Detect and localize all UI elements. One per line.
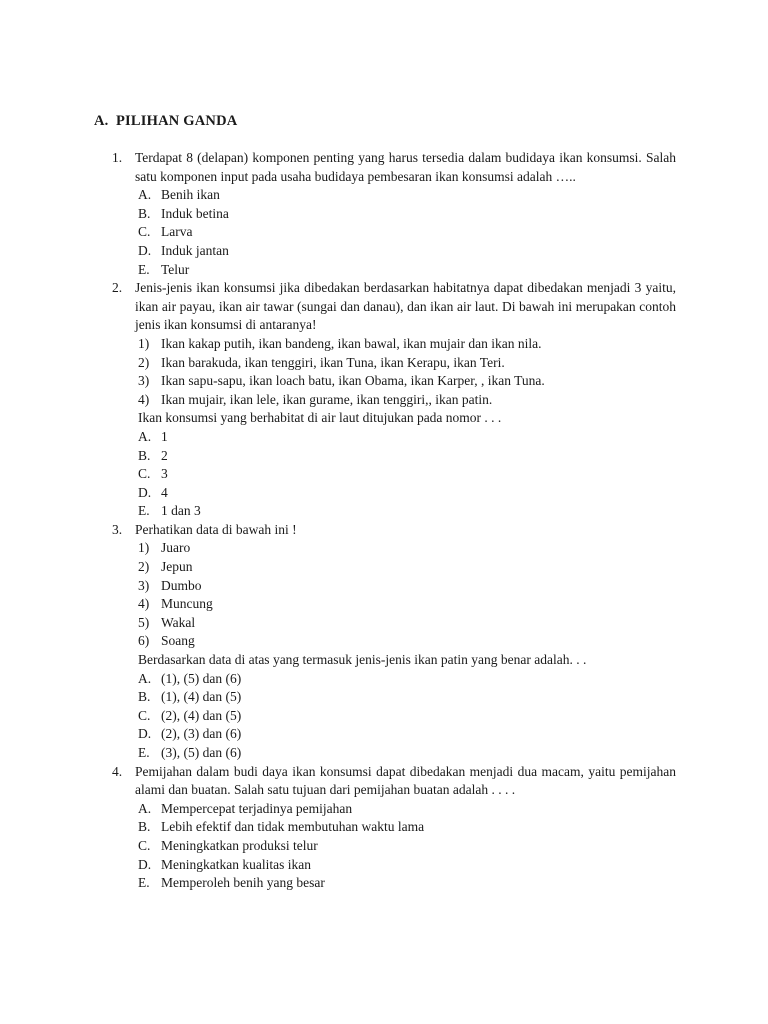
data-item: [135, 595, 676, 614]
statement-text: Ikan mujair, ikan lele, ikan gurame, ikan tenggiri,, ikan patin.: [161, 391, 493, 407]
answer-option-c: [135, 837, 676, 856]
data-text: Dumbo: [161, 577, 202, 593]
data-text: Juaro: [161, 540, 191, 556]
data-text: Muncung: [161, 596, 213, 612]
answer-option-a: [135, 670, 676, 689]
option-letter: A.: [138, 187, 152, 203]
option-text: (2), (3) dan (6): [161, 726, 242, 742]
answer-options: [135, 186, 676, 279]
answer-option-e: [135, 261, 676, 280]
data-text: Soang: [161, 633, 195, 649]
question-number: 3.: [112, 521, 123, 537]
option-text: (2), (4) dan (5): [161, 707, 242, 723]
data-list: [135, 539, 676, 651]
option-letter: C.: [138, 837, 151, 853]
answer-option-d: [135, 484, 676, 503]
data-item: [135, 614, 676, 633]
option-letter: E.: [138, 261, 150, 277]
answer-option-c: [135, 465, 676, 484]
statement-item: [135, 391, 676, 410]
option-text: Lebih efektif dan tidak membutuhan waktu lama: [161, 819, 425, 835]
option-text: Meningkatkan produksi telur: [161, 837, 318, 853]
answer-option-c: [135, 223, 676, 242]
option-letter: E.: [138, 503, 150, 519]
statement-number: 1): [138, 335, 150, 351]
question-2: [112, 279, 676, 521]
statement-item: [135, 354, 676, 373]
answer-option-e: [135, 744, 676, 763]
answer-option-d: [135, 242, 676, 261]
option-letter: D.: [138, 856, 152, 872]
data-number: 4): [138, 596, 150, 612]
option-letter: B.: [138, 447, 151, 463]
statement-list: [135, 335, 676, 409]
data-number: 6): [138, 633, 150, 649]
section-letter: A.: [94, 113, 109, 129]
option-text: Larva: [161, 224, 193, 240]
answer-option-d: [135, 725, 676, 744]
answer-options: [135, 428, 676, 521]
question-3: [112, 521, 676, 763]
answer-option-a: [135, 186, 676, 205]
question-text: Perhatikan data di bawah ini !: [135, 521, 297, 537]
option-letter: D.: [138, 484, 152, 500]
answer-option-c: [135, 707, 676, 726]
section-title: PILIHAN GANDA: [116, 113, 238, 129]
data-text: Wakal: [161, 614, 196, 630]
option-letter: A.: [138, 800, 152, 816]
option-letter: A.: [138, 670, 152, 686]
statement-item: [135, 372, 676, 391]
option-text: 3: [161, 466, 168, 482]
answer-option-b: [135, 447, 676, 466]
question-prompt: Berdasarkan data di atas yang termasuk jenis-jenis ikan patin yang benar adalah. . .: [138, 652, 587, 668]
option-text: 4: [161, 484, 168, 500]
data-item: [135, 539, 676, 558]
option-text: Telur: [161, 261, 190, 277]
statement-number: 3): [138, 373, 150, 389]
statement-item: [135, 335, 676, 354]
statement-number: 4): [138, 391, 150, 407]
data-number: 5): [138, 614, 150, 630]
answer-option-e: [135, 502, 676, 521]
option-text: 1: [161, 428, 168, 444]
option-letter: B.: [138, 819, 151, 835]
option-text: Meningkatkan kualitas ikan: [161, 856, 311, 872]
option-text: (1), (5) dan (6): [161, 670, 242, 686]
statement-number: 2): [138, 354, 150, 370]
option-letter: C.: [138, 466, 151, 482]
data-item: [135, 558, 676, 577]
option-letter: B.: [138, 689, 151, 705]
data-item: [135, 632, 676, 651]
question-text: Jenis-jenis ikan konsumsi jika dibedakan berdasarkan habitatnya dapat dibedakan menjadi 3 yaitu, ikan air payau, ikan air tawar (sungai dan danau), dan ikan air laut. Di bawah ini merupakan contoh jenis ikan konsumsi di antaranya!: [135, 280, 676, 333]
option-letter: D.: [138, 726, 152, 742]
data-text: Jepun: [161, 559, 193, 575]
question-list: [112, 149, 676, 893]
option-text: Benih ikan: [161, 187, 220, 203]
answer-option-a: [135, 800, 676, 819]
data-number: 1): [138, 540, 150, 556]
option-text: Induk betina: [161, 205, 229, 221]
question-text: Terdapat 8 (delapan) komponen penting yang harus tersedia dalam budidaya ikan konsumsi. Salah satu komponen input pada usaha budidaya pembesaran ikan konsumsi adalah …..: [135, 150, 676, 184]
answer-option-b: [135, 818, 676, 837]
question-number: 4.: [112, 763, 123, 779]
question-4: [112, 763, 676, 893]
question-prompt: Ikan konsumsi yang berhabitat di air laut ditujukan pada nomor . . .: [138, 410, 502, 426]
answer-option-d: [135, 856, 676, 875]
statement-text: Ikan barakuda, ikan tenggiri, ikan Tuna, ikan Kerapu, ikan Teri.: [161, 354, 505, 370]
answer-option-e: [135, 874, 676, 893]
statement-text: Ikan sapu-sapu, ikan loach batu, ikan Obama, ikan Karper, , ikan Tuna.: [161, 373, 545, 389]
option-letter: E.: [138, 875, 150, 891]
data-number: 3): [138, 577, 150, 593]
option-text: Mempercepat terjadinya pemijahan: [161, 800, 353, 816]
option-letter: A.: [138, 428, 152, 444]
question-number: 1.: [112, 150, 123, 165]
answer-option-b: [135, 688, 676, 707]
answer-options: [135, 670, 676, 763]
answer-option-b: [135, 205, 676, 224]
answer-options: [135, 800, 676, 893]
option-letter: C.: [138, 224, 151, 240]
answer-option-a: [135, 428, 676, 447]
question-1: [112, 149, 676, 279]
option-letter: E.: [138, 745, 150, 760]
question-number: 2.: [112, 280, 123, 296]
section-heading: [94, 112, 237, 131]
statement-text: Ikan kakap putih, ikan bandeng, ikan bawal, ikan mujair dan ikan nila.: [161, 335, 542, 351]
question-text: Pemijahan dalam budi daya ikan konsumsi dapat dibedakan menjadi dua macam, yaitu pemijahan alami dan buatan. Salah satu tujuan dari pemijahan buatan adalah . . . .: [135, 763, 676, 798]
option-letter: D.: [138, 242, 152, 258]
data-number: 2): [138, 559, 150, 575]
option-letter: B.: [138, 205, 151, 221]
option-letter: C.: [138, 707, 151, 723]
option-text: Induk jantan: [161, 242, 229, 258]
option-text: (1), (4) dan (5): [161, 689, 242, 705]
option-text: Memperoleh benih yang besar: [161, 875, 325, 891]
option-text: 1 dan 3: [161, 503, 201, 519]
option-text: 2: [161, 447, 168, 463]
data-item: [135, 577, 676, 596]
option-text: (3), (5) dan (6): [161, 745, 242, 760]
